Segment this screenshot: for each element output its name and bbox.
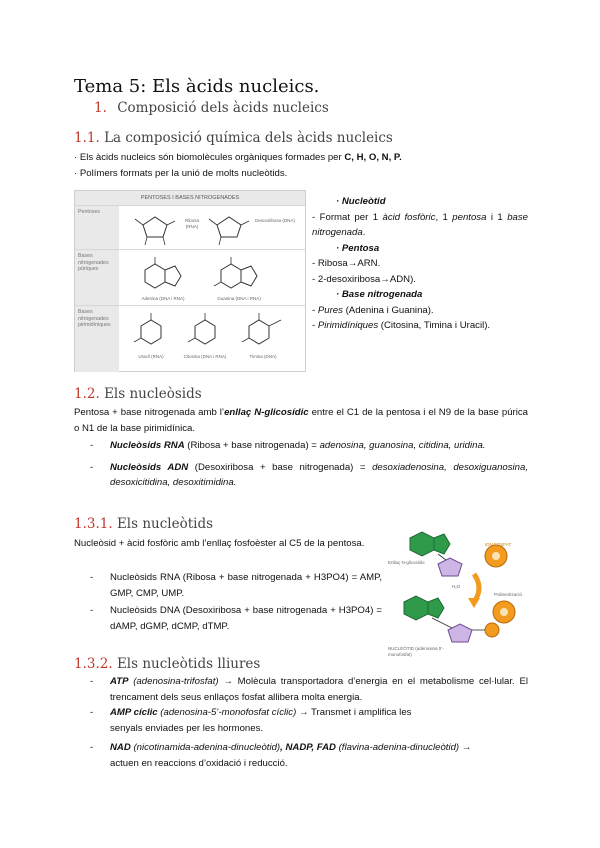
polimer-label: Polimerització [493, 592, 522, 597]
nucleotide-formation-figure [388, 530, 528, 660]
section-1-2-label: Els nucleòsids [104, 386, 202, 402]
desoxiribosa-label: Desoxiribosa (DNA) [255, 218, 295, 223]
polymer-line: · Polímers formats per la unió de molts nucleòtids. [74, 167, 288, 179]
nucleotide-side-notes [312, 194, 528, 334]
nucleotid-list [90, 570, 382, 634]
pirimidiniques-line: - Pirimidíniques (Citosina, Timina i Uracil). [312, 320, 491, 331]
ribosa-label: Ribosa (RNA) [184, 218, 199, 229]
figure-row-pentoses [75, 205, 305, 250]
section-1-1-number: 1.1. [74, 130, 100, 146]
citosina-label: Citosina (DNA i RNA) [183, 354, 227, 359]
uracil-label: Uracil (RNA) [138, 354, 164, 359]
free-nucleotides-list [90, 674, 528, 771]
section-1-label: Composició dels àcids nucleics [117, 100, 329, 116]
nucleosid-list [90, 438, 528, 491]
nucleotid-definition: Nucleòsid + àcid fosfòric amb l’enllaç fosfoèster al C5 de la pentosa. [74, 538, 365, 549]
nucleotid-title: · Nucleòtid [336, 196, 386, 207]
section-1-1-heading [74, 130, 393, 146]
nucleotid-definition: - Format per 1 àcid fosfòric, 1 pentosa i 1 base nitrogenada. [312, 211, 528, 238]
timina-label: Timina (DNA) [249, 354, 277, 359]
timina-structure-icon [237, 312, 293, 352]
page-title: Tema 5: Els àcids nucleics. [74, 76, 320, 97]
figure-header: PENTOSES I BASES NITROGENADES [75, 191, 305, 205]
enllac-label: Enllaç N-glicosídic [388, 560, 425, 565]
section-1-3-2-number: 1.3.2. [74, 656, 113, 672]
nucleotid-caption: NUCLEÒTID (adenosina 5'-monofosfat) [388, 646, 444, 657]
row-label-pentoses: Pentoses [75, 206, 119, 250]
list-item: - Nucleòsids RNA (Ribosa + base nitrogenada + H3PO4) = AMP, GMP, CMP, UMP. [90, 572, 382, 599]
nucleosid-definition: Pentosa + base nitrogenada amb l’enllaç N-glicosídic entre el C1 de la pentosa i el N9 de la base púrica o N1 de la base pirimidínica. [74, 407, 528, 434]
list-item: - ATP (adenosina-trifosfat) → Molècula transportadora d’energia en el metabolisme cel·lular. El trencament dels seus enllaços fosfat allibera molta energia. [90, 676, 528, 703]
guanina-structure-icon [211, 256, 267, 296]
list-item: - Nucleòsids ADN (Desoxiribosa + base nitrogenada) = desoxiadenosina, desoxiguanosina, desoxicitidina, desoxitimidina. [90, 461, 529, 488]
row-label-pirimidiniques: Bases nitrogenades pirimidíniques [75, 306, 119, 372]
list-item: - AMP cíclic (adenosina-5’-monofosfat cíclic) → Transmet i amplifica les senyals enviades per les hormones. [90, 707, 412, 734]
section-1-3-1-heading [74, 516, 213, 532]
figure-row-puriques [75, 249, 305, 306]
list-item: - Nucleòsids DNA (Desoxiribosa + base nitrogenada + H3PO4) = dAMP, dGMP, dCMP, dTMP. [90, 605, 382, 632]
pures-line: - Pures (Adenina i Guanina). [312, 304, 434, 316]
base-title: · Base nitrogenada [336, 289, 423, 300]
water-label: H₂O [451, 584, 461, 589]
section-1-3-1-label: Els nucleòtids [116, 516, 214, 532]
section-1-2-heading [74, 386, 202, 402]
ribosa-line: - Ribosa→ARN. [312, 258, 381, 269]
desoxiribosa-line: - 2-desoxiribosa→ADN). [312, 273, 416, 285]
desoxiribosa-structure-icon [203, 211, 263, 247]
adenina-structure-icon [135, 256, 191, 296]
section-1-1-label: La composició química dels àcids nucleics [104, 130, 393, 146]
composition-line [74, 150, 534, 166]
list-item: - NAD (nicotinamida-adenina-dinucleòtid), NADP, FAD (flavina-adenina-dinucleòtid) → actuen en reaccions d’oxidació i reducció. [90, 742, 472, 769]
section-1-2-number: 1.2. [74, 386, 100, 402]
guanina-label: Guanina (DNA i RNA) [217, 296, 261, 301]
section-1-number: 1. [94, 100, 107, 116]
ribosa-structure-icon [129, 211, 189, 247]
ion-fosfat-label: ION FOSFAT [484, 542, 512, 547]
section-1-heading [94, 100, 329, 116]
composition-elements: C, H, O, N, P. [344, 152, 402, 163]
section-1-1-text [74, 150, 534, 181]
citosina-structure-icon [183, 312, 227, 352]
figure-row-pirimidiniques [75, 305, 305, 372]
row-label-puriques: Bases nitrogenades púriques [75, 250, 119, 306]
adenina-label: Adenina (DNA i RNA) [141, 296, 185, 301]
composition-text: · Els àcids nucleics són biomolècules orgàniques formades per [74, 152, 345, 163]
section-1-3-2-heading [74, 656, 260, 672]
pentoses-bases-figure [74, 190, 306, 372]
section-1-3-1-number: 1.3.1. [74, 516, 113, 532]
section-1-3-2-label: Els nucleòtids lliures [116, 656, 261, 672]
uracil-structure-icon [129, 312, 173, 352]
pentosa-title: · Pentosa [336, 242, 380, 254]
list-item: - Nucleòsids RNA (Ribosa + base nitrogenada) = adenosina, guanosina, citidina, uridina. [90, 440, 486, 451]
